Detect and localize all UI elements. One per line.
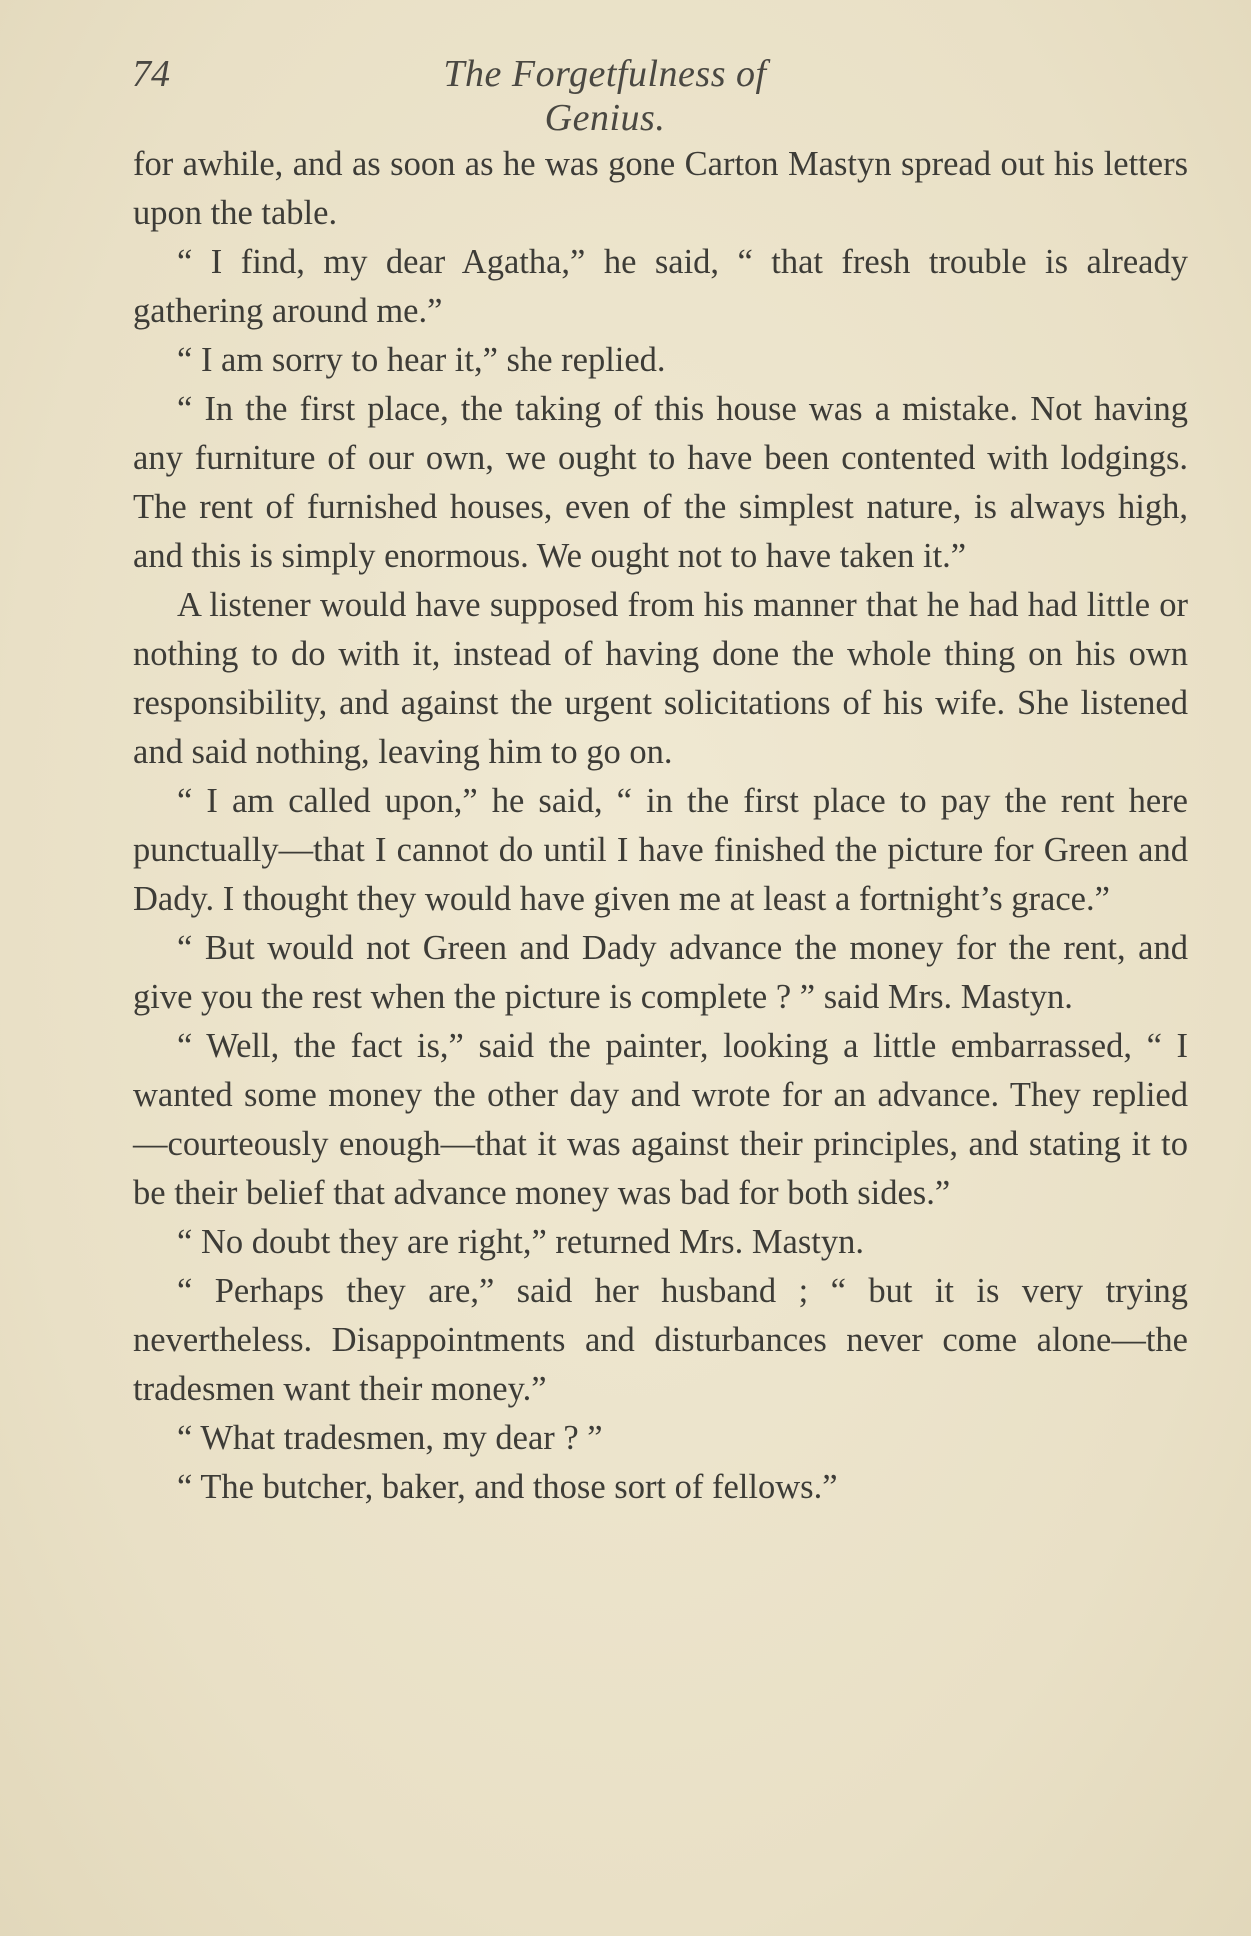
page-header: [132, 52, 1192, 139]
body-text: [133, 140, 1188, 1512]
paragraph: “ Well, the fact is,” said the painter, looking a little embarrassed, “ I wanted some money the other day and wrote for an advance. They replied—courteously enough—that it was against their principles, and stating it to be their belief that advance money was bad for both sides.”: [133, 1027, 1188, 1212]
paragraph: “ I find, my dear Agatha,” he said, “ that fresh trouble is already gathering around me.”: [133, 243, 1188, 330]
paragraph: “ The butcher, baker, and those sort of fellows.”: [177, 1468, 838, 1506]
paragraph: “ I am called upon,” he said, “ in the first place to pay the rent here punctually—that I cannot do until I have finished the picture for Green and Dady. I thought they would have given me at least a fortnight’s grace.”: [133, 782, 1188, 918]
running-title: The Forgetfulness of Genius.: [443, 53, 767, 139]
paragraph: “ But would not Green and Dady advance the money for the rent, and give you the rest when the picture is complete ? ” said Mrs. Mastyn.: [133, 929, 1188, 1016]
paragraph: “ No doubt they are right,” returned Mrs. Mastyn.: [177, 1223, 864, 1261]
paragraph: A listener would have supposed from his manner that he had had little or nothing to do with it, instead of having done the whole thing on his own responsibility, and against the urgent solicitations of his wife. She listened and said nothing, leaving him to go on.: [133, 586, 1188, 771]
paragraph: for awhile, and as soon as he was gone Carton Mastyn spread out his letters upon the table.: [133, 145, 1188, 232]
paragraph: “ I am sorry to hear it,” she replied.: [177, 341, 666, 379]
paragraph: “ In the first place, the taking of this house was a mistake. Not having any furniture of our own, we ought to have been contented with lodgings. The rent of furnished houses, even of the simplest nature, is always high, and this is simply enormous. We ought not to have taken it.”: [133, 390, 1188, 575]
paragraph: “ What tradesmen, my dear ? ”: [177, 1419, 603, 1457]
page-number: 74: [132, 53, 170, 95]
paragraph: “ Perhaps they are,” said her husband ; “ but it is very trying nevertheless. Disappointments and disturbances never come alone—the tradesmen want their money.”: [133, 1272, 1188, 1408]
